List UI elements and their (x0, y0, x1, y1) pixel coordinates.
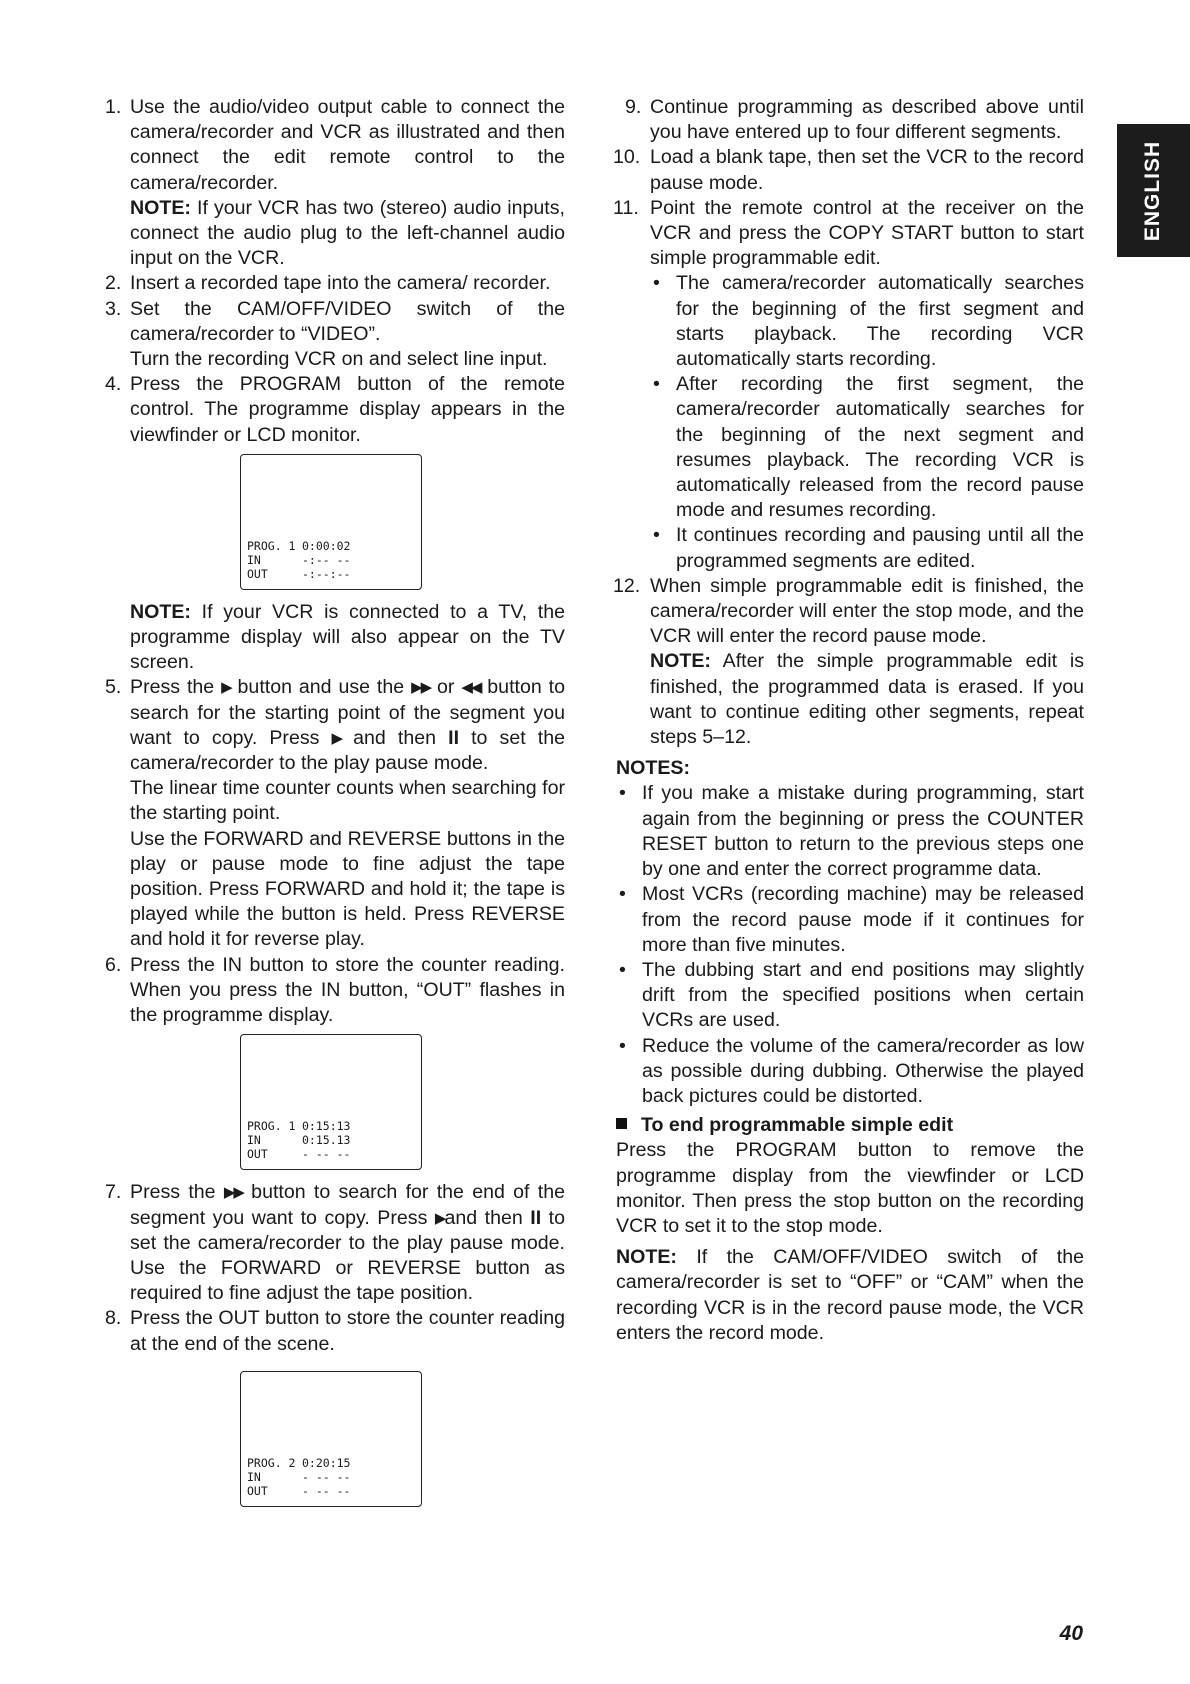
programme-display-1 (240, 454, 422, 590)
display-out-value: -:--:-- (302, 566, 351, 581)
step-6 (105, 953, 565, 1029)
display-out: OUT (247, 566, 268, 581)
right-column (613, 95, 1084, 1346)
square-bullet-icon (616, 1118, 627, 1129)
display-out: OUT (247, 1147, 268, 1162)
step-8 (105, 1306, 565, 1356)
step-number: 12. (613, 574, 641, 597)
list-item: • If you make a mistake during programming, start again from the beginning or press the COUNTER RESET button to return to the previous steps one by one and enter the correct programme data. (619, 782, 1084, 881)
note-label: NOTE: (616, 1246, 677, 1269)
step-text-2: Turn the recording VCR on and select line input. (130, 348, 548, 371)
display-counter: 0:20:15 (302, 1455, 351, 1470)
step-text: When simple programmable edit is finished, the camera/recorder will enter the stop mode, and the VCR will enter the record pause mode. (650, 574, 1084, 648)
step-9 (616, 95, 1084, 145)
section-text: Press the PROGRAM button to remove the programme display from the viewfinder or LCD monitor. Then press the stop button on the recording VCR to set it to the stop mode. (616, 1139, 1084, 1237)
note-tv (105, 600, 565, 676)
display-counter: 0:15:13 (302, 1119, 351, 1134)
display-in-value: 0:15.13 (302, 1133, 351, 1148)
step-number: 1. (105, 96, 122, 118)
step-2 (105, 271, 565, 296)
display-in-value: - -- -- (302, 1469, 351, 1484)
step-number: 5. (105, 676, 122, 699)
pause-icon: II (448, 726, 460, 749)
note-text: If the CAM/OFF/VIDEO switch of the camera/recorder is set to “OFF” or “CAM” when the recording VCR is in the record pause mode, the VCR enters the record mode. (616, 1246, 1084, 1344)
note (616, 1245, 1084, 1346)
step-12 (613, 574, 1084, 750)
list-item: • It continues recording and pausing until all the programmed segments are edited. (653, 524, 1084, 572)
bullet-icon: • (653, 524, 660, 547)
step-1 (105, 95, 565, 271)
display-out-value: - -- -- (302, 1147, 351, 1162)
display-prog: PROG. 1 (247, 538, 296, 553)
display-prog: PROG. 1 (247, 1119, 296, 1134)
note-text: If your VCR is connected to a TV, the programme display will also appear on the TV screen. (130, 600, 565, 674)
play-icon: ▶ (221, 679, 231, 697)
programme-display-2 (240, 1034, 422, 1170)
note (650, 649, 1084, 750)
step-number: 2. (105, 272, 122, 295)
step-11 (613, 196, 1084, 574)
step-number: 10. (613, 146, 641, 169)
bullet-icon: • (653, 272, 660, 295)
step-text-3: Use the FORWARD and REVERSE buttons in the play or pause mode to fine adjust the tape position. Press FORWARD and hold it; the tape is played while the button is held. Press REVERSE and hold it for reverse play. (130, 827, 565, 951)
step-7 (105, 1180, 565, 1306)
display-prog: PROG. 2 (247, 1455, 296, 1470)
note-text: After the simple programmable edit is finished, the programmed data is erased. If you want to continue editing other segments, repeat steps 5–12. (650, 650, 1084, 749)
step-text: Press the ▶ button and use the ▶▶ or ◀◀ button to search for the starting point of the segment you want to copy. Press ▶ and then II to set the camera/recorder to the play pause mode. (130, 676, 565, 775)
display-in: IN (247, 1469, 261, 1484)
step-5 (105, 675, 565, 952)
step-number: 8. (105, 1307, 122, 1330)
step-number: 7. (105, 1181, 122, 1204)
step-number: 9. (625, 96, 642, 118)
list-item: • The camera/recorder automatically searches for the beginning of the first segment and starts playback. The recording VCR automatically starts recording. (653, 272, 1084, 371)
step-text: Point the remote control at the receiver on the VCR and press the COPY START button to start simple programmable edit. (650, 196, 1084, 270)
list-item: • The dubbing start and end positions may slightly drift from the specified positions when certain VCRs are used. (619, 958, 1084, 1032)
step-text: Insert a recorded tape into the camera/ recorder. (130, 272, 551, 295)
display-in: IN (247, 1133, 261, 1148)
note-label: NOTE: (130, 196, 191, 219)
pause-icon: II (530, 1206, 542, 1229)
step-text: Load a blank tape, then set the VCR to the record pause mode. (650, 146, 1084, 194)
left-column (105, 95, 565, 1517)
step-number: 3. (105, 297, 122, 320)
step-number: 11. (613, 196, 639, 219)
notes-heading: NOTES: (616, 757, 691, 780)
step-text: Press the OUT button to store the counter reading at the end of the scene. (130, 1307, 565, 1355)
step-text: Use the audio/video output cable to connect the camera/recorder and VCR as illustrated and then connect the edit remote control to the camera/recorder. (130, 96, 565, 194)
note (130, 196, 565, 272)
step-10 (613, 145, 1084, 195)
bullet-icon: • (619, 958, 626, 981)
step-4 (105, 372, 565, 448)
play-icon: ▶ (434, 1209, 445, 1227)
note-text: If your VCR has two (stereo) audio inputs, connect the audio plug to the left-channel audio input on the VCR. (130, 196, 565, 270)
list-item: • After recording the first segment, the camera/recorder automatically searches for the beginning of the next segment and resumes playback. The recording VCR is automatically released from the record pause mode and resumes recording. (653, 373, 1084, 522)
step-text-2: The linear time counter counts when searching for the starting point. (130, 777, 565, 825)
note-label: NOTE: (130, 600, 191, 623)
bullet-icon: • (619, 1034, 626, 1057)
note (130, 600, 565, 676)
programme-display-3 (240, 1371, 422, 1507)
display-out: OUT (247, 1483, 268, 1498)
language-tab (1117, 124, 1190, 257)
bullet-icon: • (619, 883, 626, 906)
page-number: 40 (1059, 1622, 1083, 1645)
fast-forward-icon: ▶▶ (223, 1184, 243, 1202)
list-item: • Reduce the volume of the camera/recorder as low as possible during dubbing. Otherwise the played back pictures could be distorted. (619, 1034, 1084, 1107)
bullet-icon: • (653, 373, 660, 396)
language-tab-label: ENGLISH (1141, 140, 1165, 241)
display-in-value: -:-- -- (302, 552, 351, 567)
fast-forward-icon: ▶▶ (411, 679, 431, 697)
rewind-icon: ◀◀ (461, 679, 481, 697)
step-3 (105, 297, 565, 373)
list-item: • Most VCRs (recording machine) may be released from the record pause mode if it continues for more than five minutes. (619, 883, 1084, 956)
display-in: IN (247, 552, 261, 567)
step-text: Press the ▶▶ button to search for the end of the segment you want to copy. Press ▶and then II to set the camera/recorder to the play pause mode. Use the FORWARD or REVERSE button as required to fine adjust the tape position. (130, 1181, 565, 1305)
step-number: 6. (105, 953, 122, 976)
note-label: NOTE: (650, 650, 711, 673)
step-text: Press the IN button to store the counter reading. When you press the IN button, “OUT” flashes in the programme display. (130, 953, 565, 1027)
step-text: Set the CAM/OFF/VIDEO switch of the camera/recorder to “VIDEO”. (130, 297, 565, 345)
bullet-icon: • (619, 782, 626, 805)
step-text: Press the PROGRAM button of the remote control. The programme display appears in the viewfinder or LCD monitor. (130, 373, 565, 446)
display-counter: 0:00:02 (302, 538, 351, 553)
step-number: 4. (105, 373, 122, 396)
step-text: Continue programming as described above until you have entered up to four different segments. (650, 96, 1084, 144)
section-heading: To end programmable simple edit (616, 1113, 1084, 1138)
display-out-value: - -- -- (302, 1483, 351, 1498)
play-icon: ▶ (331, 729, 342, 747)
